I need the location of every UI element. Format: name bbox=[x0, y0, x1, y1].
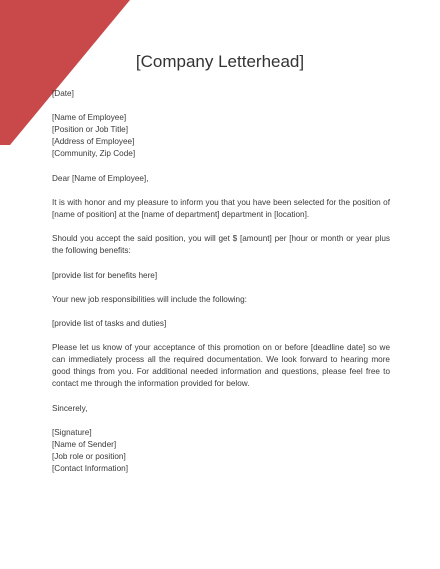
letter-date: [Date] bbox=[52, 89, 74, 98]
paragraph-responsibilities: Your new job responsibilities will include the following: bbox=[52, 295, 247, 304]
paragraph-selection: It is with honor and my pleasure to inform you that you have been selected for the position of [name of position] at the [name of department] department in [location]. bbox=[52, 198, 390, 219]
recipient-position: [Position or Job Title] bbox=[52, 125, 128, 134]
recipient-address: [Address of Employee] bbox=[52, 137, 135, 146]
sender-name: [Name of Sender] bbox=[52, 440, 117, 449]
paragraph-compensation: Should you accept the said position, you will get $ [amount] per [hour or month or year plus the following benefits: bbox=[52, 234, 390, 255]
closing: Sincerely, bbox=[52, 404, 88, 413]
signature-line: [Signature] bbox=[52, 428, 92, 437]
recipient-block bbox=[52, 112, 390, 160]
sender-role: [Job role or position] bbox=[52, 452, 126, 461]
sender-contact: [Contact Information] bbox=[52, 464, 128, 473]
letterhead-title: [Company Letterhead] bbox=[135, 52, 305, 71]
recipient-community: [Community, Zip Code] bbox=[52, 149, 136, 158]
recipient-name: [Name of Employee] bbox=[52, 113, 127, 122]
tasks-placeholder: [provide list of tasks and duties] bbox=[52, 319, 167, 328]
benefits-placeholder: [provide list for benefits here] bbox=[52, 271, 158, 280]
salutation: Dear [Name of Employee], bbox=[52, 174, 149, 183]
paragraph-acceptance: Please let us know of your acceptance of this promotion on or before [deadline date] so we can immediately process all the required documentation. We look forward to hearing more good things from you. For additional needed information and questions, please feel free to contact me through the information provided for below. bbox=[52, 343, 390, 388]
signature-block bbox=[52, 427, 390, 475]
